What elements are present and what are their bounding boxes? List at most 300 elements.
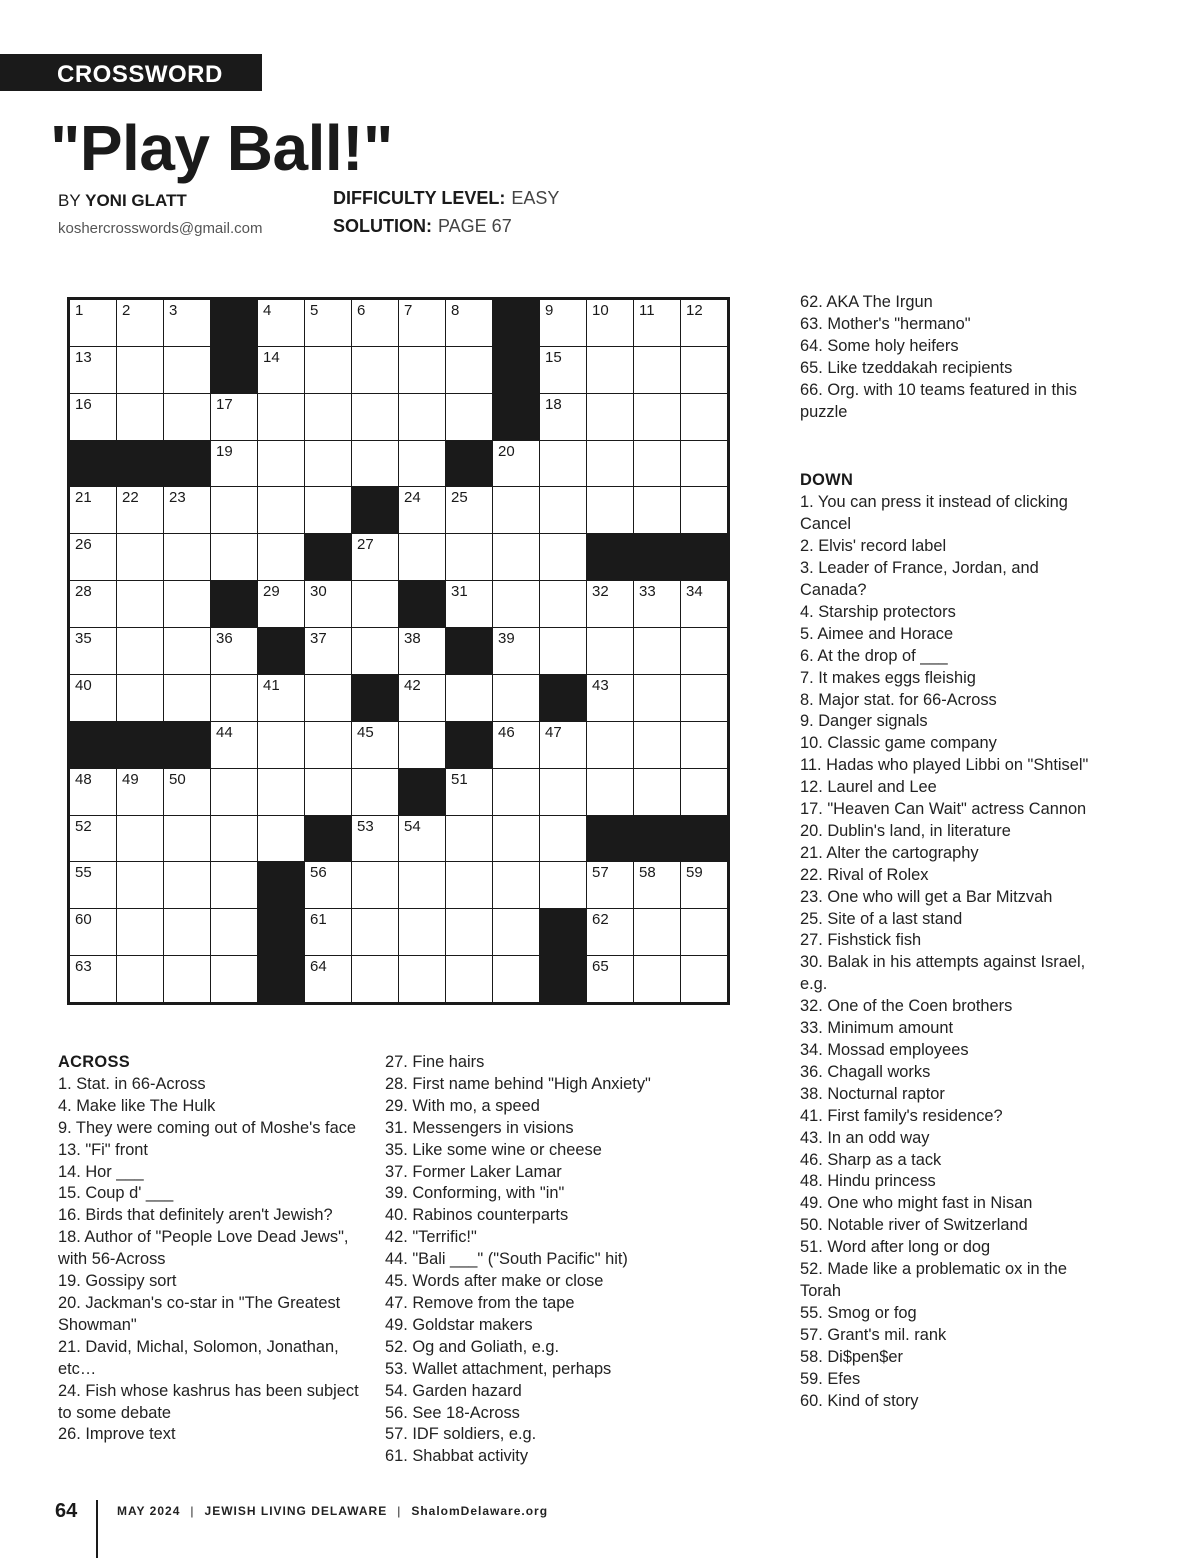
grid-cell[interactable] (493, 628, 539, 674)
clue: 65. Like tzeddakah recipients (800, 358, 1013, 377)
grid-cell[interactable] (70, 769, 116, 815)
clue-number: 17 (216, 395, 233, 413)
clue-number: 27 (357, 536, 374, 554)
grid-cell[interactable] (446, 675, 492, 721)
grid-cell[interactable] (587, 769, 633, 815)
black-square (305, 816, 351, 862)
grid-cell[interactable] (681, 347, 727, 393)
black-square (164, 722, 210, 768)
grid-cell[interactable] (70, 628, 116, 674)
grid-cell[interactable] (305, 722, 351, 768)
clue: 9. They were coming out of Moshe's face (58, 1118, 357, 1137)
grid-cell[interactable] (399, 675, 445, 721)
clue-number: 56 (310, 864, 327, 882)
black-square (352, 487, 398, 533)
clue: 28. First name behind "High Anxiety" (385, 1074, 651, 1093)
grid-cell[interactable] (164, 581, 210, 627)
grid-cell[interactable] (587, 862, 633, 908)
solution (333, 216, 512, 237)
grid-cell[interactable] (70, 347, 116, 393)
grid-cell[interactable] (352, 816, 398, 862)
grid-cell[interactable] (493, 441, 539, 487)
footer-publication-line (117, 1504, 548, 1518)
grid-cell[interactable] (70, 816, 116, 862)
clue: 58. Di$pen$er (800, 1347, 903, 1366)
grid-cell[interactable] (587, 441, 633, 487)
clue-number: 28 (75, 583, 92, 601)
grid-cell[interactable] (352, 862, 398, 908)
grid-cell[interactable] (117, 816, 163, 862)
clue: 9. Danger signals (800, 712, 928, 731)
grid-cell[interactable] (305, 394, 351, 440)
author-email[interactable]: koshercrosswords@gmail.com (58, 220, 263, 237)
clue: 36. Chagall works (800, 1062, 931, 1081)
grid-cell[interactable] (540, 722, 586, 768)
grid-cell[interactable] (493, 534, 539, 580)
grid-cell[interactable] (446, 581, 492, 627)
grid-cell[interactable] (634, 722, 680, 768)
solution-value: PAGE 67 (438, 216, 512, 236)
black-square (493, 300, 539, 346)
grid-cell[interactable] (211, 628, 257, 674)
grid-cell[interactable] (352, 581, 398, 627)
grid-cell[interactable] (352, 347, 398, 393)
clue: 43. In an odd way (800, 1128, 930, 1147)
clue: 14. Hor ___ (58, 1162, 144, 1181)
grid-cell[interactable] (634, 628, 680, 674)
clue: 4. Make like The Hulk (58, 1096, 216, 1115)
grid-cell[interactable] (493, 956, 539, 1002)
grid-cell[interactable] (587, 909, 633, 955)
grid-cell[interactable] (211, 722, 257, 768)
grid-cell[interactable] (70, 862, 116, 908)
across-heading: ACROSS (58, 1053, 130, 1071)
grid-cell[interactable] (681, 722, 727, 768)
black-square (70, 441, 116, 487)
black-square (446, 441, 492, 487)
grid-cell[interactable] (587, 300, 633, 346)
clue-number: 53 (357, 817, 374, 835)
grid-cell[interactable] (211, 862, 257, 908)
grid-cell[interactable] (352, 534, 398, 580)
clue: 31. Messengers in visions (385, 1118, 574, 1137)
clue-number: 16 (75, 395, 92, 413)
column-gap (800, 423, 1090, 470)
grid-cell[interactable] (305, 628, 351, 674)
grid-cell[interactable] (305, 909, 351, 955)
grid-cell[interactable] (164, 956, 210, 1002)
grid-cell[interactable] (211, 816, 257, 862)
grid-cell[interactable] (540, 581, 586, 627)
clue-number: 42 (404, 676, 421, 694)
grid-cell[interactable] (493, 487, 539, 533)
clue: 60. Kind of story (800, 1391, 919, 1410)
clue: 38. Nocturnal raptor (800, 1084, 945, 1103)
grid-cell[interactable] (540, 862, 586, 908)
black-square (634, 816, 680, 862)
grid-cell[interactable] (117, 956, 163, 1002)
grid-cell[interactable] (70, 394, 116, 440)
grid-cell[interactable] (399, 394, 445, 440)
grid-cell[interactable] (117, 534, 163, 580)
grid-cell[interactable] (258, 675, 304, 721)
grid-cell[interactable] (70, 487, 116, 533)
grid-cell[interactable] (587, 581, 633, 627)
puzzle-title: "Play Ball!" (50, 112, 393, 184)
clue-number: 35 (75, 630, 92, 648)
grid-cell[interactable] (258, 300, 304, 346)
clue: 3. Leader of France, Jordan, and Canada? (800, 559, 1039, 599)
grid-cell[interactable] (681, 441, 727, 487)
black-square (399, 769, 445, 815)
clue-number: 24 (404, 489, 421, 507)
clue: 66. Org. with 10 teams featured in this puzzle (800, 380, 1077, 421)
black-square (493, 394, 539, 440)
grid-cell[interactable] (258, 347, 304, 393)
grid-cell[interactable] (493, 581, 539, 627)
black-square (211, 347, 257, 393)
grid-cell[interactable] (258, 394, 304, 440)
grid-cell[interactable] (70, 956, 116, 1002)
clue: 49. One who might fast in Nisan (800, 1194, 1033, 1213)
grid-cell[interactable] (587, 394, 633, 440)
clue-number: 22 (122, 489, 139, 507)
grid-cell[interactable] (258, 816, 304, 862)
clue-number: 65 (592, 958, 609, 976)
grid-cell[interactable] (70, 909, 116, 955)
grid-cell[interactable] (117, 394, 163, 440)
grid-cell[interactable] (540, 628, 586, 674)
clue: 48. Hindu princess (800, 1172, 936, 1191)
grid-cell[interactable] (493, 769, 539, 815)
grid-cell[interactable] (164, 862, 210, 908)
grid-cell[interactable] (399, 300, 445, 346)
clue: 16. Birds that definitely aren't Jewish? (58, 1206, 333, 1225)
black-square (540, 956, 586, 1002)
grid-cell[interactable] (117, 300, 163, 346)
grid-cell[interactable] (540, 816, 586, 862)
grid-cell[interactable] (634, 487, 680, 533)
grid-cell[interactable] (587, 487, 633, 533)
grid-cell[interactable] (211, 394, 257, 440)
grid-cell[interactable] (681, 956, 727, 1002)
clue-number: 37 (310, 630, 327, 648)
grid-cell[interactable] (352, 628, 398, 674)
clue: 22. Rival of Rolex (800, 865, 929, 884)
grid-cell[interactable] (634, 581, 680, 627)
clue: 8. Major stat. for 66-Across (800, 690, 997, 709)
clue: 21. Alter the cartography (800, 843, 979, 862)
clue: 2. Elvis' record label (800, 537, 947, 556)
grid-cell[interactable] (540, 487, 586, 533)
black-square (211, 300, 257, 346)
grid-cell[interactable] (681, 581, 727, 627)
clue-number: 45 (357, 723, 374, 741)
difficulty-label: DIFFICULTY LEVEL: (333, 188, 506, 208)
clue-number: 31 (451, 583, 468, 601)
clue-number: 52 (75, 817, 92, 835)
grid-cell[interactable] (164, 628, 210, 674)
grid-cell[interactable] (446, 394, 492, 440)
clue-number: 19 (216, 442, 233, 460)
grid-cell[interactable] (587, 628, 633, 674)
clue-number: 33 (639, 583, 656, 601)
grid-cell[interactable] (681, 675, 727, 721)
grid-cell[interactable] (399, 441, 445, 487)
clue-number: 10 (592, 302, 609, 319)
grid-cell[interactable] (399, 347, 445, 393)
grid-cell[interactable] (587, 347, 633, 393)
clue-number: 38 (404, 630, 421, 648)
grid-cell[interactable] (399, 487, 445, 533)
grid-cell[interactable] (164, 909, 210, 955)
clue: 34. Mossad employees (800, 1041, 969, 1059)
clue: 30. Balak in his attempts against Israel, e.g. (800, 953, 1086, 994)
clue-number: 59 (686, 864, 703, 882)
grid-cell[interactable] (587, 956, 633, 1002)
grid-cell[interactable] (305, 956, 351, 1002)
grid-cell[interactable] (399, 628, 445, 674)
grid-cell[interactable] (399, 816, 445, 862)
grid-cell[interactable] (211, 909, 257, 955)
clue: 12. Laurel and Lee (800, 778, 937, 797)
grid-cell[interactable] (399, 862, 445, 908)
grid-cell[interactable] (70, 581, 116, 627)
grid-cell[interactable] (493, 909, 539, 955)
clue-number: 47 (545, 723, 562, 741)
grid-cell[interactable] (446, 347, 492, 393)
grid-cell[interactable] (117, 487, 163, 533)
grid-cell[interactable] (164, 394, 210, 440)
clue-number: 26 (75, 536, 92, 554)
grid-cell[interactable] (258, 534, 304, 580)
clue: 13. "Fi" front (58, 1140, 148, 1159)
grid-cell[interactable] (493, 722, 539, 768)
grid-cell[interactable] (352, 909, 398, 955)
grid-cell[interactable] (540, 300, 586, 346)
grid-cell[interactable] (493, 675, 539, 721)
grid-cell[interactable] (352, 300, 398, 346)
grid-cell[interactable] (352, 394, 398, 440)
clue: 40. Rabinos counterparts (385, 1206, 569, 1225)
grid-cell[interactable] (634, 956, 680, 1002)
clue-number: 21 (75, 489, 92, 507)
grid-cell[interactable] (399, 534, 445, 580)
clue: 1. Stat. in 66-Across (58, 1074, 206, 1093)
clue-number: 41 (263, 676, 280, 694)
clue-number: 9 (545, 302, 554, 319)
clue-number: 44 (216, 723, 233, 741)
clue: 20. Jackman's co-star in "The Greatest Showman" (58, 1293, 341, 1334)
grid-cell[interactable] (446, 862, 492, 908)
grid-cell[interactable] (305, 441, 351, 487)
grid-cell[interactable] (681, 628, 727, 674)
grid-cell[interactable] (164, 769, 210, 815)
grid-cell[interactable] (164, 534, 210, 580)
clue-number: 5 (310, 302, 319, 319)
grid-cell[interactable] (117, 862, 163, 908)
grid-cell[interactable] (446, 816, 492, 862)
website-link[interactable]: ShalomDelaware.org (411, 1504, 549, 1518)
grid-cell[interactable] (305, 769, 351, 815)
clue: 46. Sharp as a tack (800, 1150, 942, 1169)
grid-cell[interactable] (258, 441, 304, 487)
black-square (352, 675, 398, 721)
black-square (117, 441, 163, 487)
clue: 6. At the drop of ___ (800, 646, 948, 665)
grid-cell[interactable] (634, 675, 680, 721)
grid-cell[interactable] (117, 347, 163, 393)
grid-cell[interactable] (634, 909, 680, 955)
grid-cell[interactable] (258, 487, 304, 533)
clue: 42. "Terrific!" (385, 1228, 477, 1247)
grid-cell[interactable] (540, 441, 586, 487)
grid-cell[interactable] (681, 487, 727, 533)
grid-cell[interactable] (211, 956, 257, 1002)
grid-cell[interactable] (493, 862, 539, 908)
page-number: 64 (55, 1500, 78, 1522)
grid-cell[interactable] (352, 441, 398, 487)
grid-cell[interactable] (681, 300, 727, 346)
author-name: YONI GLATT (85, 191, 187, 210)
clue: 24. Fish whose kashrus has been subject to some debate (58, 1381, 359, 1422)
grid-cell[interactable] (634, 769, 680, 815)
grid-cell[interactable] (446, 909, 492, 955)
grid-cell[interactable] (164, 300, 210, 346)
black-square (164, 441, 210, 487)
grid-cell[interactable] (117, 628, 163, 674)
grid-cell[interactable] (587, 675, 633, 721)
grid-cell[interactable] (117, 675, 163, 721)
grid-cell[interactable] (70, 534, 116, 580)
grid-cell[interactable] (634, 347, 680, 393)
clue: 5. Aimee and Horace (800, 624, 954, 643)
grid-cell[interactable] (634, 862, 680, 908)
grid-cell[interactable] (70, 675, 116, 721)
clue-number: 15 (545, 348, 562, 366)
grid-cell[interactable] (446, 534, 492, 580)
grid-cell[interactable] (117, 909, 163, 955)
grid-cell[interactable] (305, 300, 351, 346)
grid-cell[interactable] (258, 769, 304, 815)
grid-cell[interactable] (211, 441, 257, 487)
grid-cell[interactable] (305, 487, 351, 533)
clue: 49. Goldstar makers (385, 1315, 533, 1334)
black-square (493, 347, 539, 393)
grid-cell[interactable] (540, 769, 586, 815)
clue: 50. Notable river of Switzerland (800, 1216, 1028, 1235)
black-square (258, 862, 304, 908)
grid-cell[interactable] (681, 769, 727, 815)
page-footer (0, 1500, 1200, 1558)
grid-cell[interactable] (446, 300, 492, 346)
grid-cell[interactable] (164, 816, 210, 862)
byline-by: BY (58, 191, 81, 210)
clue: 32. One of the Coen brothers (800, 997, 1013, 1016)
clue-number: 7 (404, 302, 413, 319)
grid-cell[interactable] (681, 909, 727, 955)
grid-cell[interactable] (305, 581, 351, 627)
grid-cell[interactable] (540, 534, 586, 580)
grid-cell[interactable] (211, 487, 257, 533)
grid-cell[interactable] (305, 862, 351, 908)
grid-cell[interactable] (634, 300, 680, 346)
clue-number: 18 (545, 395, 562, 413)
clue: 37. Former Laker Lamar (385, 1162, 562, 1181)
grid-cell[interactable] (446, 956, 492, 1002)
difficulty-value: EASY (511, 188, 560, 208)
clue: 52. Og and Goliath, e.g. (385, 1337, 560, 1356)
grid-cell[interactable] (446, 769, 492, 815)
clue: 47. Remove from the tape (385, 1293, 575, 1312)
grid-cell[interactable] (211, 675, 257, 721)
grid-cell[interactable] (399, 956, 445, 1002)
grid-cell[interactable] (211, 534, 257, 580)
grid-cell[interactable] (305, 675, 351, 721)
grid-cell[interactable] (352, 722, 398, 768)
clue: 17. "Heaven Can Wait" actress Cannon (800, 800, 1087, 819)
clue: 27. Fishstick fish (800, 931, 922, 950)
grid-cell[interactable] (446, 487, 492, 533)
grid-cell[interactable] (352, 956, 398, 1002)
grid-cell[interactable] (399, 909, 445, 955)
clue-number: 14 (263, 348, 280, 366)
grid-cell[interactable] (540, 394, 586, 440)
clue: 7. It makes eggs fleishig (800, 668, 976, 687)
grid-cell[interactable] (540, 347, 586, 393)
issue-date: MAY 2024 (117, 1504, 181, 1518)
grid-cell[interactable] (258, 581, 304, 627)
grid-cell[interactable] (681, 862, 727, 908)
grid-cell[interactable] (634, 394, 680, 440)
clue-number: 49 (122, 770, 139, 788)
grid-cell[interactable] (587, 722, 633, 768)
grid-cell[interactable] (70, 300, 116, 346)
clue: 15. Coup d' ___ (58, 1184, 174, 1203)
clue: 61. Shabbat activity (385, 1447, 529, 1466)
black-square (587, 534, 633, 580)
grid-cell[interactable] (211, 769, 257, 815)
grid-cell[interactable] (164, 347, 210, 393)
clue-number: 12 (686, 302, 703, 319)
grid-cell[interactable] (164, 487, 210, 533)
crossword-grid (67, 297, 730, 1005)
grid-cell[interactable] (117, 769, 163, 815)
grid-cell[interactable] (493, 816, 539, 862)
grid-cell[interactable] (164, 675, 210, 721)
grid-cell[interactable] (258, 722, 304, 768)
clue-number: 50 (169, 770, 186, 788)
grid-cell[interactable] (399, 722, 445, 768)
black-square (540, 675, 586, 721)
clue-number: 13 (75, 348, 92, 366)
across-clues-column-1 (58, 1052, 368, 1446)
clue: 25. Site of a last stand (800, 909, 963, 928)
grid-cell[interactable] (305, 347, 351, 393)
clue: 10. Classic game company (800, 734, 997, 753)
grid-cell[interactable] (634, 441, 680, 487)
clue-number: 6 (357, 302, 366, 319)
black-square (305, 534, 351, 580)
clue: 41. First family's residence? (800, 1106, 1003, 1125)
grid-cell[interactable] (352, 769, 398, 815)
across-clues-column-2 (385, 1052, 685, 1468)
grid-cell[interactable] (117, 581, 163, 627)
publication-name: JEWISH LIVING DELAWARE (204, 1504, 388, 1518)
grid-cell[interactable] (681, 394, 727, 440)
clue: 62. AKA The Irgun (800, 293, 933, 311)
footer-divider (96, 1500, 98, 1558)
